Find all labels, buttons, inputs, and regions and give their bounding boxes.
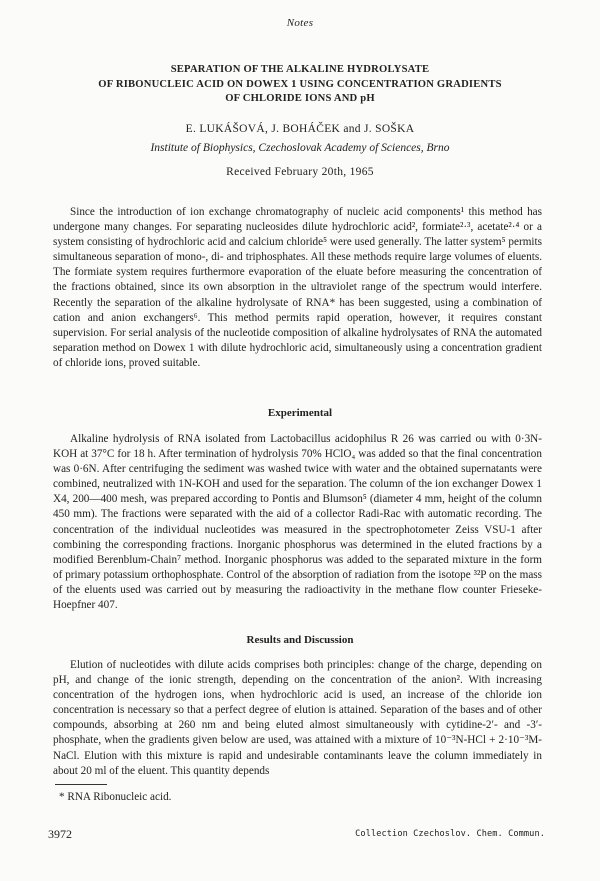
intro-paragraph: Since the introduction of ion exchange chromatography of nucleic acid components¹ this method has undergone many changes. For separating nucleosides dilute hydrochloric acid², formiate²·³, acetate²·⁴ or a system consisting of hydrochloric acid and calcium chloride⁵ were used generally. The latter system⁵ permits simultaneous separation of mono-, di- and triphosphates. All these methods require large volumes of eluents. The formiate system requires furthermore evaporation of the eluate before measuring the concentration of the fractions obtained, since its own absorption in the ultraviolet range of the spectrum would interfere. Recently the separation of the alkaline hydrolysate of RNA* has been suggested, using a combination of cation and anion exchangers⁶. This method permits rapid operation, however, it requires constant supervision. For serial analysis of the nucleotide composition of alkaline hydrolysates of RNA the automated separation method on Dowex 1 with dilute hydrochloric acid, simultaneously using a concentration gradient of chloride ions, proved suitable. [53,206,542,369]
results-paragraph: Elution of nucleotides with dilute acids comprises both principles: change of the charge, depending on pH, and change of the ionic strength, depending on the concentration of the anion². With increasing concentration of the hydrogen ions, when hydrochloric acid is used, an increase of the chloride ion concentration is necessary so that a perfect degree of elution is attained. Separation of the bases and of other compounds, absorbing at 260 nm and being eluted almost simultaneously with cytidine-2′- and -3′-phosphate, when the gradients given below are used, was attained with a mixture of 10⁻³N-HCl + 2·10⁻³M-NaCl. Elution with this mixture is rapid and undesirable contaminants leave the column immediately in about 20 ml of the eluent. This quantity depends [53,659,542,777]
experimental-paragraph: Alkaline hydrolysis of RNA isolated from Lactobacillus acidophilus R 26 was carried ou with 0·3N-KOH at 37°C for 18 h. After termination of hydrolysis 70% HClO₄ was added so that the final concentration was 0·6N. After centrifuging the sediment was washed twice with water and the obtained supernatants were combined, neutralized with 1N-KOH and used for the separation. The column of the ion exchanger Dowex 1 X4, 200—400 mesh, was prepared according to Pontis and Blumson⁵ (diameter 4 mm, height of the column 450 mm). The fractions were separated with the aid of a collector Radi-Rac with automatic recording. The concentration of the individual nucleotides was measured in the spectrophotometer Zeiss VSU-1 after combining the corresponding fractions. Inorganic phosphorus was determined in the eluted fractions by a modified Berenblum-Chain⁷ method. Inorganic phosphorus was added to the separated mixture in the form of primary potassium orthophosphate. Control of the absorption of radiation from the isotope ³²P on the mass of the eluents used was carried out by measuring the radioactivity in the methane flow counter Frieseke-Hoepfner 407. [53,433,542,612]
affiliation: Institute of Biophysics, Czechoslovak Academy of Sciences, Brno [150,142,450,154]
article-title [40,63,560,107]
author-list: E. LUKÁŠOVÁ, J. BOHÁČEK and J. SOŠKA [185,123,415,135]
section-heading-experimental: Experimental [267,407,333,419]
page-number: 3972 [48,827,72,841]
received-date: Received February 20th, 1965 [226,166,374,178]
running-head: Notes [286,17,314,29]
title-line: OF CHLORIDE IONS AND pH [225,93,375,104]
section-heading-results: Results and Discussion [246,634,354,646]
title-line: SEPARATION OF THE ALKALINE HYDROLYSATE [170,64,430,75]
footnote-divider [55,784,107,785]
journal-name: Collection Czechoslov. Chem. Commun. [355,829,545,839]
title-line: OF RIBONUCLEIC ACID ON DOWEX 1 USING CONCENTRATION GRADIENTS [98,78,502,90]
footnote: * RNA Ribonucleic acid. [59,791,172,803]
